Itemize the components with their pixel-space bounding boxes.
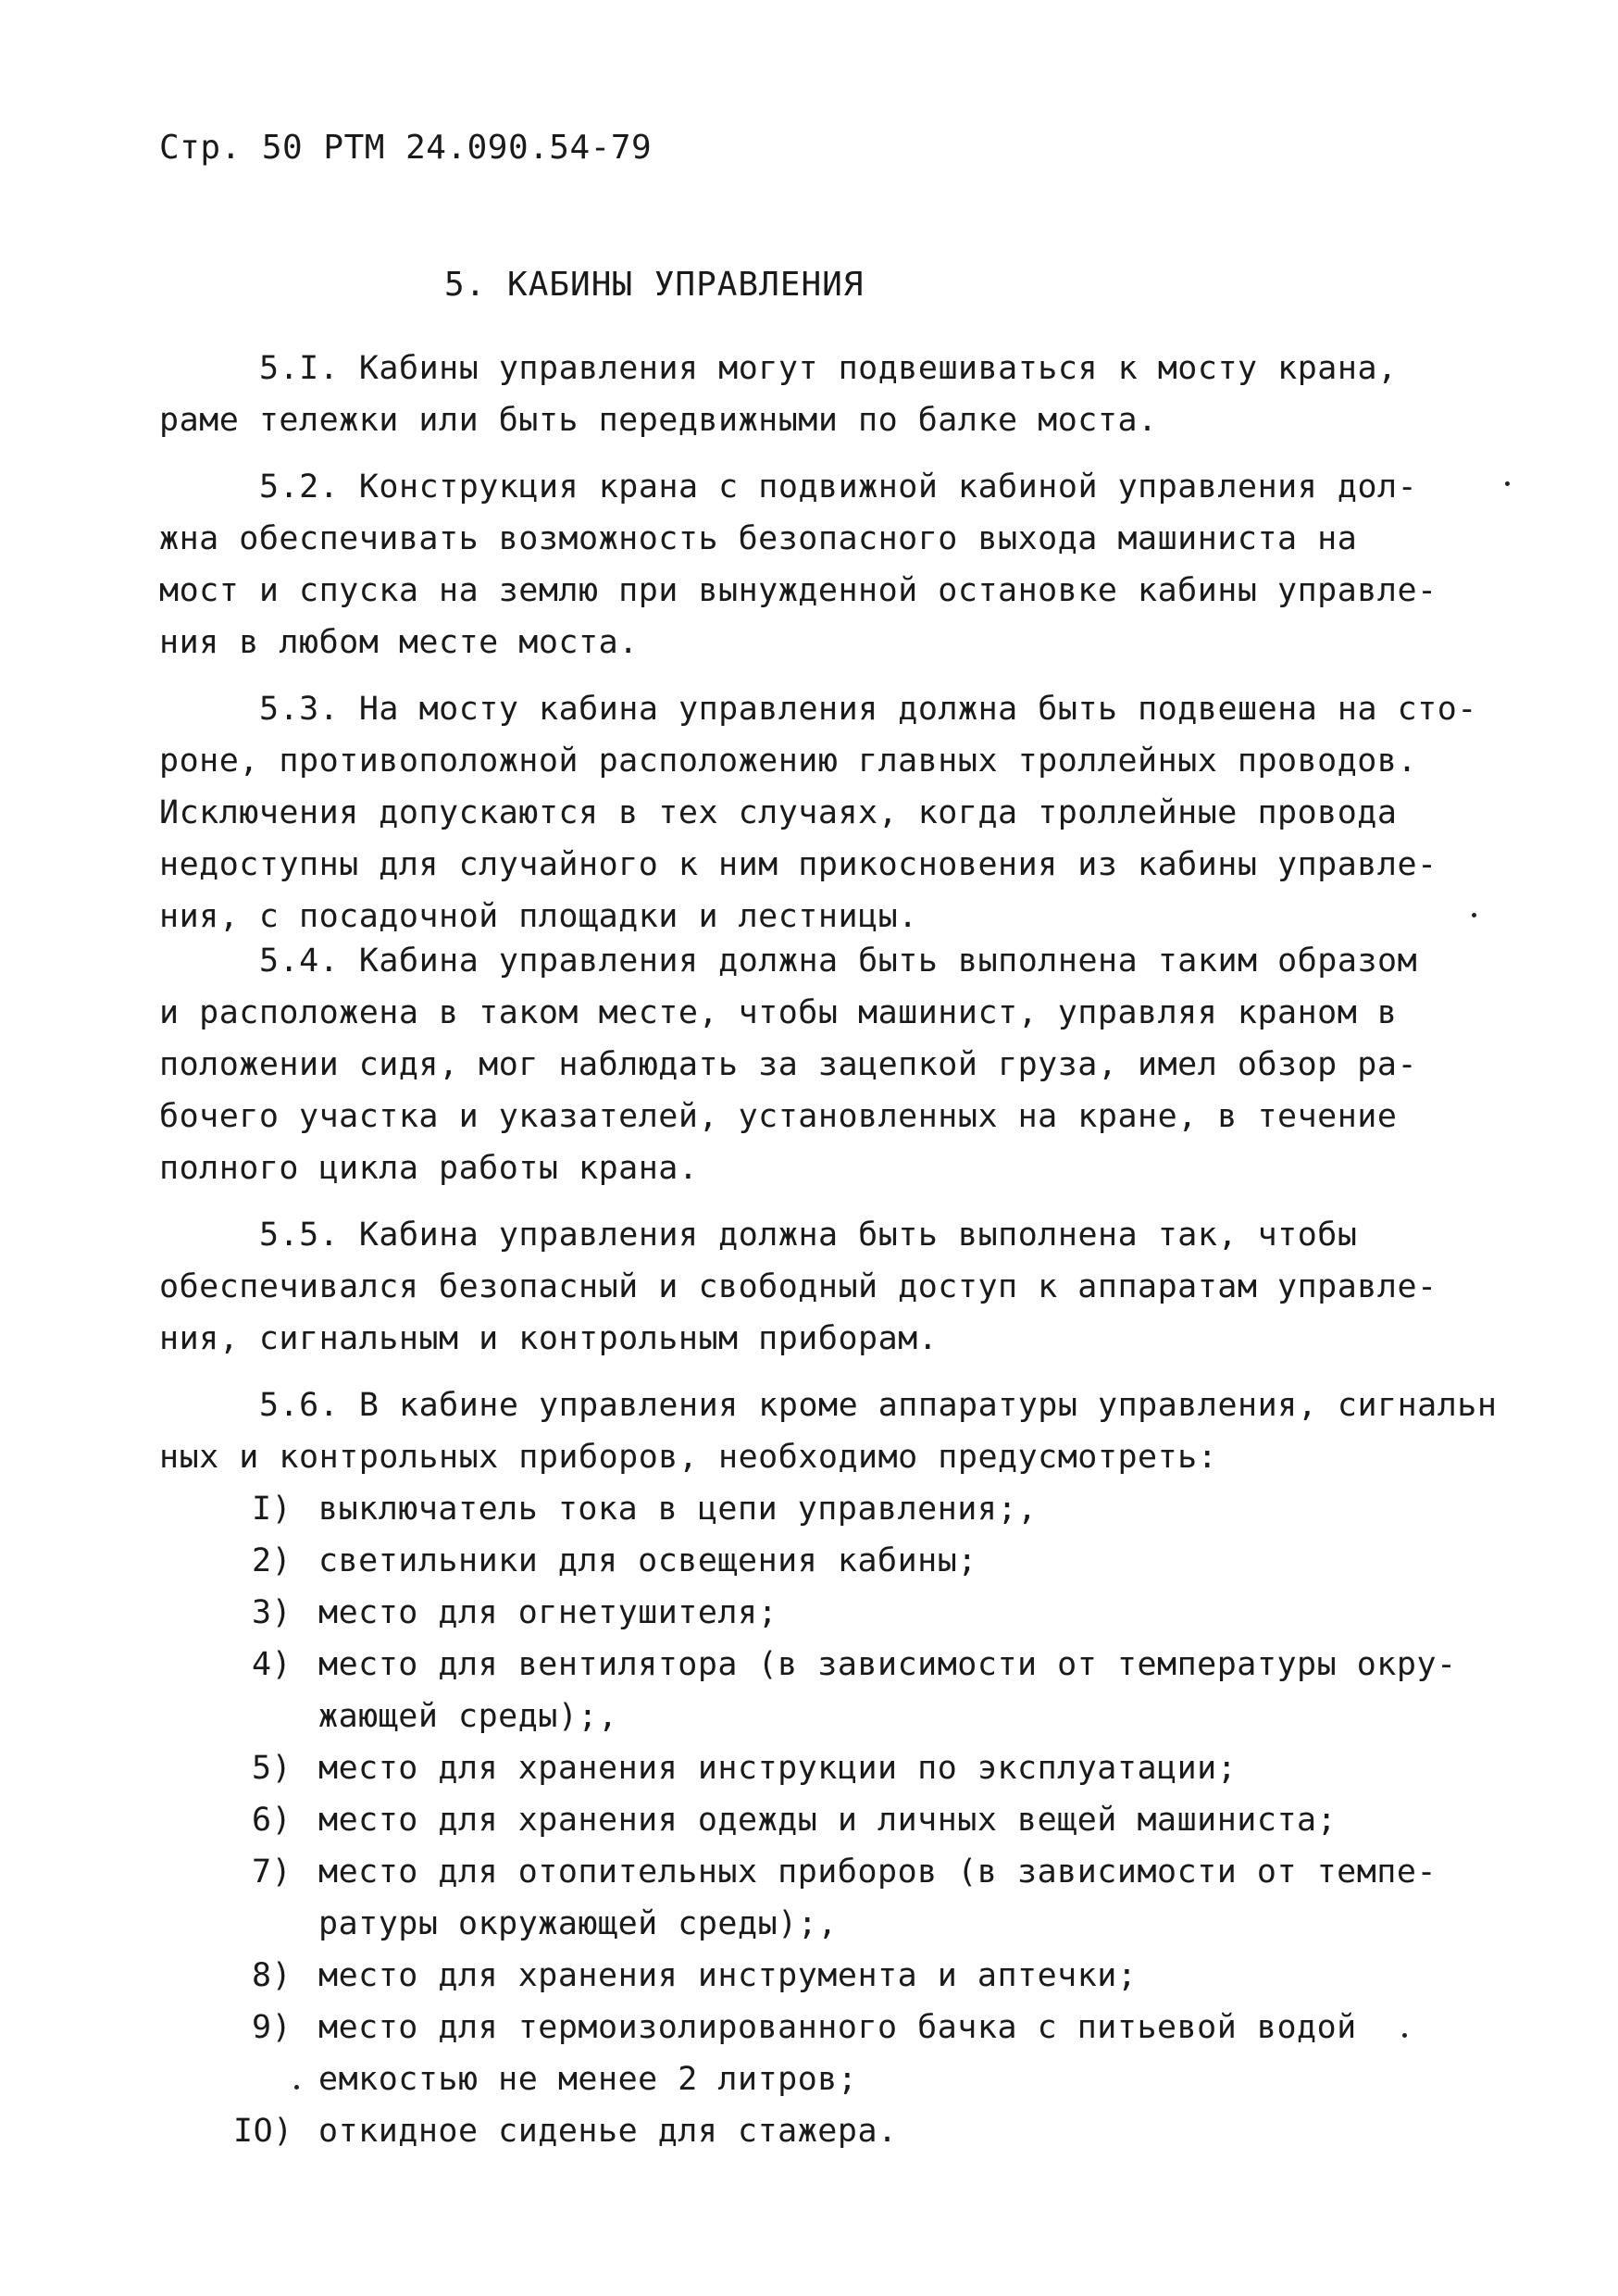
scan-speck xyxy=(1472,913,1476,917)
paragraph-line: мост и спуска на землю при вынужденной остановке кабины управле- xyxy=(159,572,1438,609)
list-item-text: место для огнетушителя; xyxy=(318,1594,778,1631)
list-item-text: место для вентилятора (в зависимости от температуры окру- xyxy=(318,1646,1457,1683)
list-item-text: светильники для освещения кабины; xyxy=(318,1542,977,1579)
paragraph-line: обеспечивался безопасный и свободный доступ к аппаратам управле- xyxy=(159,1268,1438,1305)
scan-speck xyxy=(1402,2033,1407,2038)
list-item-text: откидное сиденье для стажера. xyxy=(318,2113,898,2150)
list-item-number: 2) xyxy=(252,1542,292,1579)
list-item-number: 6) xyxy=(252,1802,292,1839)
paragraph-line: 5.3. На мосту кабина управления должна быть подвешена на сто- xyxy=(259,691,1477,728)
paragraph-line: ния в любом месте моста. xyxy=(159,624,639,661)
paragraph-line: ных и контрольных приборов, необходимо предусмотреть: xyxy=(159,1439,1218,1476)
list-item-number: I) xyxy=(252,1491,292,1528)
paragraph-line: жна обеспечивать возможность безопасного выхода машиниста на xyxy=(159,520,1358,557)
paragraph-line: 5.5. Кабина управления должна быть выполнена так, чтобы xyxy=(259,1217,1358,1254)
list-item-text: емкостью не менее 2 литров; xyxy=(318,2061,858,2098)
paragraph-line: полного цикла работы крана. xyxy=(159,1150,699,1187)
paragraph-line: положении сидя, мог наблюдать за зацепкой груза, имел обзор ра- xyxy=(159,1046,1418,1083)
paragraph-line: раме тележки или быть передвижными по балке моста. xyxy=(159,402,1158,439)
section-title: 5. КАБИНЫ УПРАВЛЕНИЯ xyxy=(444,266,865,304)
list-item-text: место для хранения инструмента и аптечки; xyxy=(318,1957,1138,1994)
paragraph-line: 5.2. Конструкция крана с подвижной кабиной управления дол- xyxy=(259,468,1418,505)
list-item-text: место для отопительных приборов (в зависимости от темпе- xyxy=(318,1853,1438,1890)
page-header: Стр. 50 РТМ 24.090.54-79 xyxy=(159,129,653,167)
paragraph-line: 5.6. В кабине управления кроме аппаратуры управления, сигнальн xyxy=(259,1387,1498,1424)
paragraph-line: 5.4. Кабина управления должна быть выполнена таким образом xyxy=(259,942,1418,980)
list-item-number: 5) xyxy=(252,1750,292,1787)
paragraph-line: и расположена в таком месте, чтобы машинист, управляя краном в xyxy=(159,994,1398,1031)
list-item-number: 4) xyxy=(252,1646,292,1683)
list-item-text: место для хранения инструкции по эксплуатации; xyxy=(318,1750,1238,1787)
paragraph-line: 5.I. Кабины управления могут подвешиваться к мосту крана, xyxy=(259,350,1398,387)
list-item-number: 7) xyxy=(252,1853,292,1890)
paragraph-line: ния, с посадочной площадки и лестницы. xyxy=(159,898,918,935)
scan-speck xyxy=(294,2085,299,2090)
list-item-number: 8) xyxy=(252,1957,292,1994)
list-item-text: жающей среды);, xyxy=(318,1698,618,1735)
paragraph-line: роне, противоположной расположению главных троллейных проводов. xyxy=(159,742,1418,780)
list-item-number: 3) xyxy=(252,1594,292,1631)
paragraph-line: недоступны для случайного к ним прикосновения из кабины управле- xyxy=(159,846,1438,883)
list-item-text: ратуры окружающей среды);, xyxy=(318,1905,838,1942)
paragraph-line: ния, сигнальным и контрольным приборам. xyxy=(159,1320,939,1357)
list-item-text: место для хранения одежды и личных вещей машиниста; xyxy=(318,1802,1338,1839)
list-item-text: место для термоизолированного бачка с питьевой водой xyxy=(318,2009,1357,2046)
list-item-number: IO) xyxy=(233,2113,293,2150)
scan-speck xyxy=(1505,481,1510,486)
paragraph-line: Исключения допускаются в тех случаях, когда троллейные провода xyxy=(159,794,1398,831)
paragraph-line: бочего участка и указателей, установленных на кране, в течение xyxy=(159,1098,1398,1135)
list-item-text: выключатель тока в цепи управления;, xyxy=(318,1491,1038,1528)
list-item-number: 9) xyxy=(252,2009,292,2046)
